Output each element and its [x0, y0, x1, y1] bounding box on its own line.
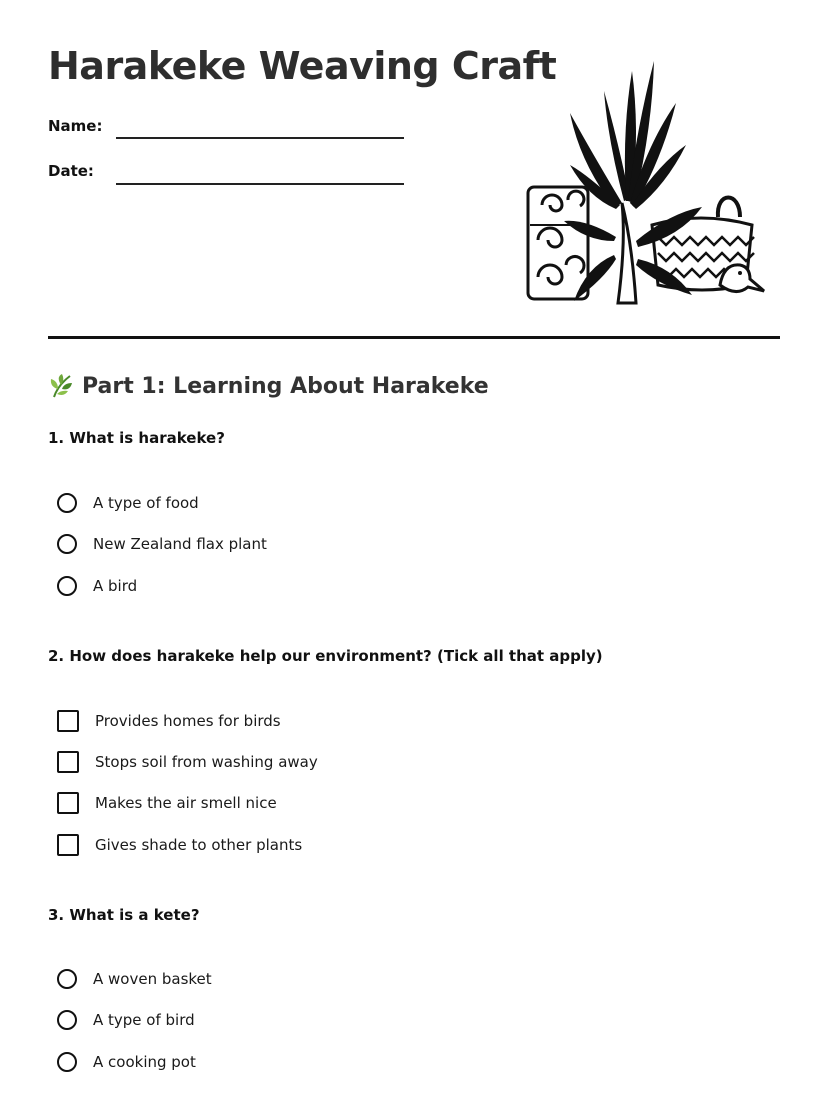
part1-title-text: Part 1: Learning About Harakeke — [82, 373, 489, 399]
q3-option-2[interactable] — [57, 1007, 195, 1033]
checkbox[interactable] — [57, 834, 79, 856]
question-1: 1. What is harakeke? — [48, 429, 225, 447]
q2-option-1[interactable] — [57, 708, 281, 734]
radio-button[interactable] — [57, 969, 77, 989]
harakeke-illustration — [520, 55, 770, 315]
q2-option-4[interactable] — [57, 832, 302, 858]
radio-button[interactable] — [57, 576, 77, 596]
q1-option-1[interactable] — [57, 490, 199, 516]
q1-option-3[interactable] — [57, 573, 137, 599]
checkbox[interactable] — [57, 710, 79, 732]
q3-option-3[interactable] — [57, 1049, 196, 1075]
section-divider — [48, 336, 780, 339]
q2-option-3[interactable] — [57, 790, 277, 816]
leaf-icon — [48, 373, 74, 399]
date-input-line[interactable] — [116, 183, 404, 185]
radio-button[interactable] — [57, 534, 77, 554]
checkbox[interactable] — [57, 792, 79, 814]
q3-option-1[interactable] — [57, 966, 212, 992]
option-label: A woven basket — [93, 970, 212, 988]
option-label: A type of bird — [93, 1011, 195, 1029]
option-label: A cooking pot — [93, 1053, 196, 1071]
option-label: Makes the air smell nice — [95, 794, 277, 812]
question-3: 3. What is a kete? — [48, 906, 200, 924]
option-label: A type of food — [93, 494, 199, 512]
date-label: Date: — [48, 162, 94, 180]
question-2: 2. How does harakeke help our environment? (Tick all that apply) — [48, 647, 603, 665]
radio-button[interactable] — [57, 1052, 77, 1072]
page-title: Harakeke Weaving Craft — [48, 44, 557, 88]
option-label: Stops soil from washing away — [95, 753, 318, 771]
q1-option-2[interactable] — [57, 531, 267, 557]
option-label: Provides homes for birds — [95, 712, 281, 730]
name-label: Name: — [48, 117, 103, 135]
name-input-line[interactable] — [116, 137, 404, 139]
option-label: New Zealand flax plant — [93, 535, 267, 553]
option-label: A bird — [93, 577, 138, 595]
carved-panel-icon — [528, 187, 588, 299]
checkbox[interactable] — [57, 751, 79, 773]
q2-option-2[interactable] — [57, 749, 318, 775]
radio-button[interactable] — [57, 1010, 77, 1030]
part1-title — [48, 373, 489, 399]
option-label: Gives shade to other plants — [95, 836, 303, 854]
radio-button[interactable] — [57, 493, 77, 513]
bird-icon — [720, 265, 764, 292]
